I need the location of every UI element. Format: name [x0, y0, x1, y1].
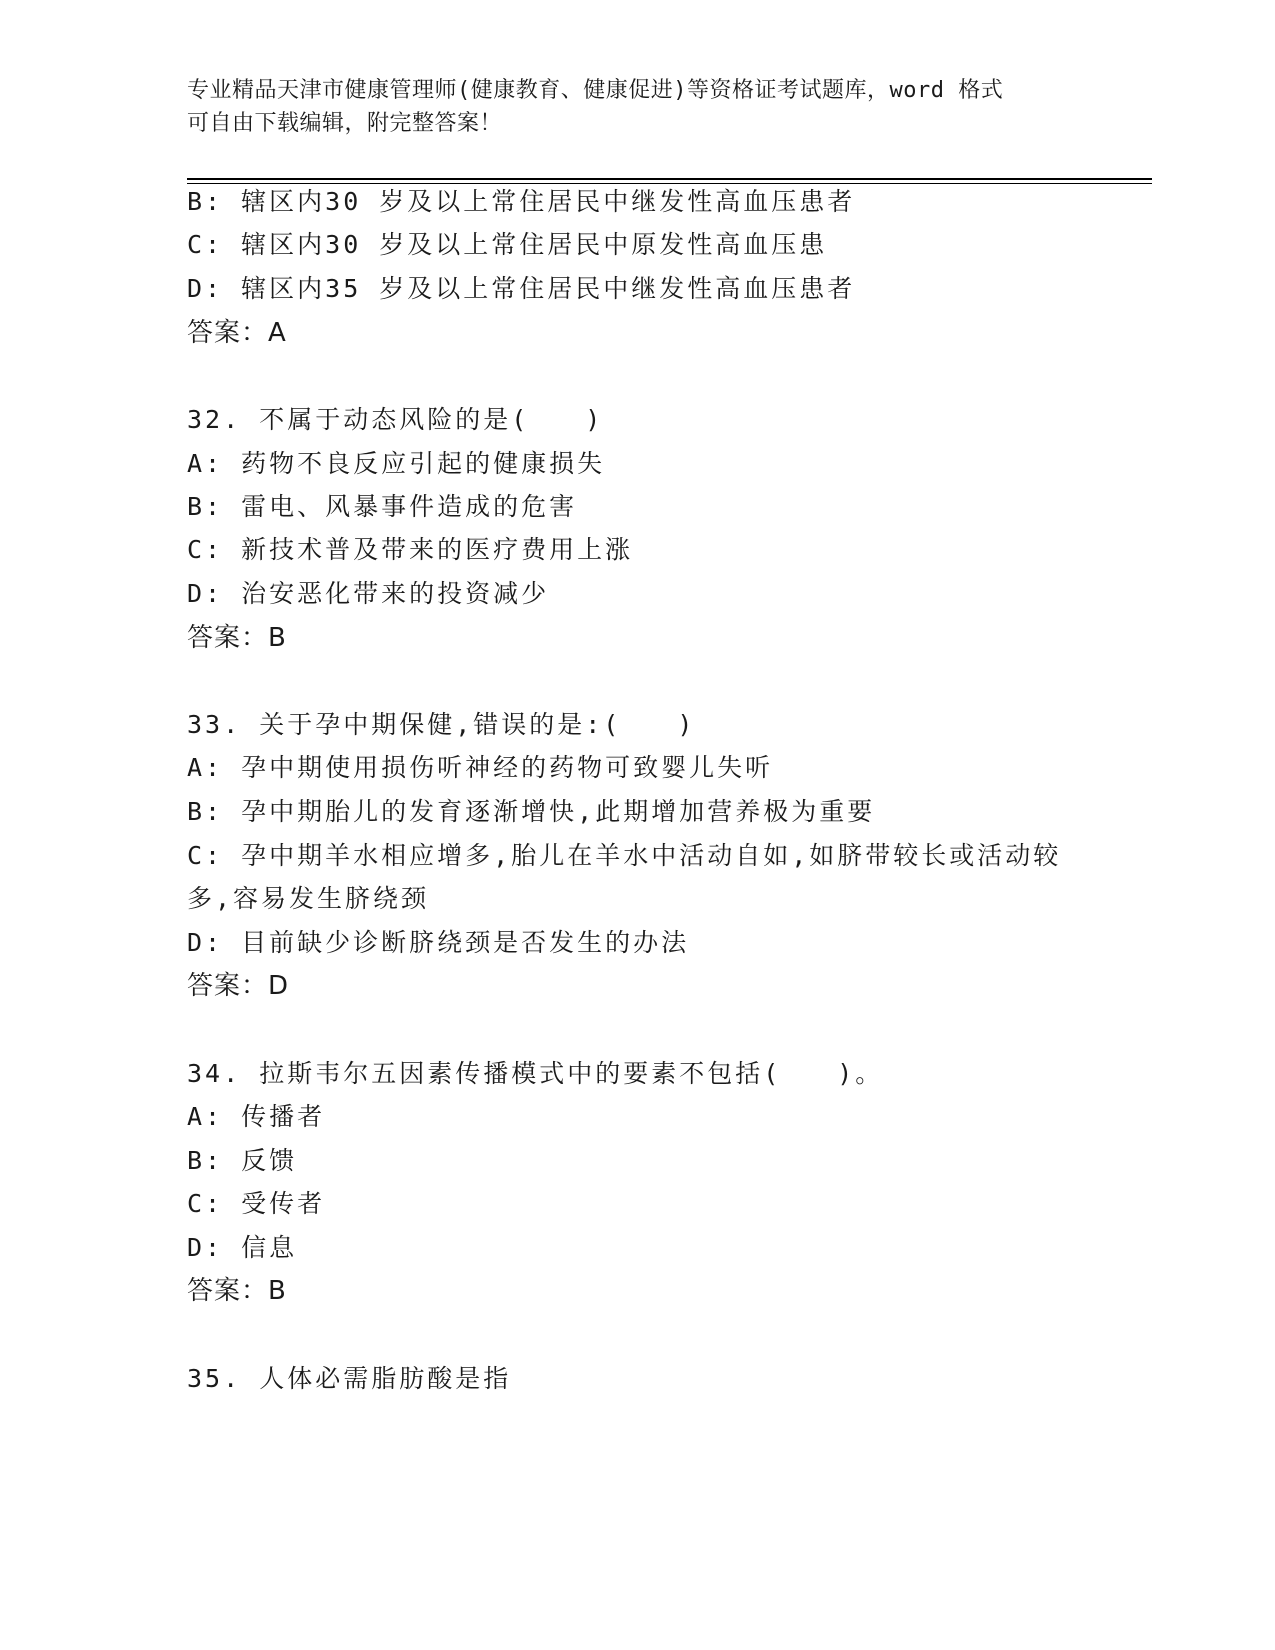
- document-header: [187, 74, 1087, 140]
- header-rule-thin: [187, 183, 1152, 184]
- q31-answer: 答案：A: [187, 318, 287, 348]
- q34-option-d: D: 信息: [187, 1233, 298, 1262]
- q33-answer: 答案：D: [187, 971, 290, 1001]
- q31-option-b: B: 辖区内30 岁及以上常住居民中继发性高血压患者: [187, 187, 856, 216]
- q33-stem: 33. 关于孕中期保健,错误的是:( ): [187, 710, 696, 739]
- q33-option-a: A: 孕中期使用损伤听神经的药物可致婴儿失听: [187, 753, 774, 782]
- q32-option-c: C: 新技术普及带来的医疗费用上涨: [187, 535, 634, 564]
- q33-option-d: D: 目前缺少诊断脐绕颈是否发生的办法: [187, 928, 690, 957]
- header-rule-thick: [187, 178, 1152, 180]
- q34-stem: 34. 拉斯韦尔五因素传播模式中的要素不包括( )。: [187, 1059, 884, 1088]
- header-line-2: 可自由下载编辑，附完整答案！: [187, 111, 503, 136]
- q34-option-c: C: 受传者: [187, 1189, 326, 1218]
- q31-option-c: C: 辖区内30 岁及以上常住居民中原发性高血压患: [187, 230, 828, 259]
- q34-answer: 答案：B: [187, 1276, 287, 1306]
- q32-answer: 答案：B: [187, 623, 287, 653]
- q33-option-c-line-1: C: 孕中期羊水相应增多,胎儿在羊水中活动自如,如脐带较长或活动较: [187, 841, 1062, 870]
- q32-option-b: B: 雷电、风暴事件造成的危害: [187, 492, 578, 521]
- q34-option-b: B: 反馈: [187, 1146, 298, 1175]
- q34-option-a: A: 传播者: [187, 1102, 326, 1131]
- q33-option-c-line-2: 多,容易发生脐绕颈: [187, 884, 430, 913]
- q32-option-d: D: 治安恶化带来的投资减少: [187, 579, 550, 608]
- q35-stem: 35. 人体必需脂肪酸是指: [187, 1364, 512, 1393]
- header-line-1: 专业精品天津市健康管理师(健康教育、健康促进)等资格证考试题库，word 格式: [187, 78, 1004, 103]
- q32-option-a: A: 药物不良反应引起的健康损失: [187, 449, 606, 478]
- q32-stem: 32. 不属于动态风险的是( ): [187, 405, 604, 434]
- q33-option-b: B: 孕中期胎儿的发育逐渐增快,此期增加营养极为重要: [187, 797, 876, 826]
- q31-option-d: D: 辖区内35 岁及以上常住居民中继发性高血压患者: [187, 274, 856, 303]
